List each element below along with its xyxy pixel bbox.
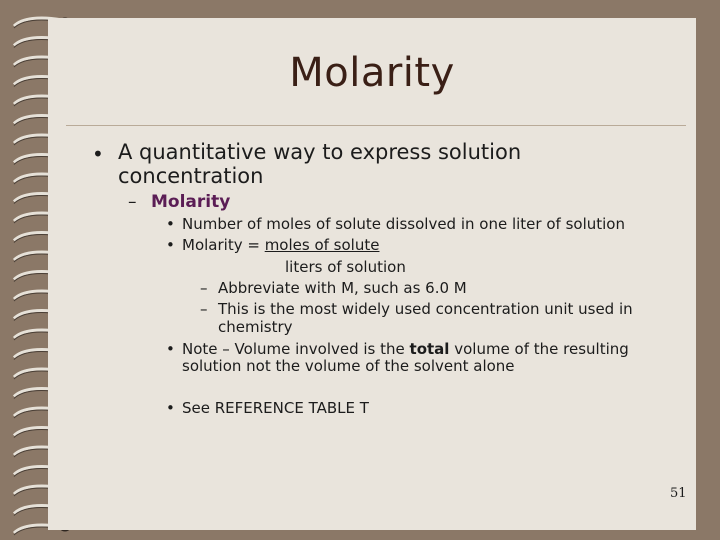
formula-prefix: Molarity = — [182, 236, 265, 254]
page-number: 51 — [670, 486, 687, 501]
bullet-marker: • — [92, 142, 104, 166]
note-line-2: solution not the volume of the solvent alone — [182, 357, 515, 375]
note-suffix: volume of the resulting — [449, 340, 629, 358]
bullet-marker: • — [166, 215, 175, 233]
abbreviation-text: Abbreviate with M, such as 6.0 M — [218, 279, 467, 297]
note-prefix: Note – Volume involved is the — [182, 340, 410, 358]
main-bullet-line-2: concentration — [118, 164, 264, 188]
bullet-marker: • — [166, 399, 175, 417]
formula-denominator: liters of solution — [285, 258, 406, 276]
dash-marker: – — [128, 192, 137, 212]
note-bold-word: total — [409, 340, 450, 358]
bullet-marker: • — [166, 236, 175, 254]
formula-line — [182, 236, 379, 254]
reference-text: See REFERENCE TABLE T — [182, 399, 369, 417]
formula-numerator: moles of solute — [264, 236, 380, 254]
bullet-marker: • — [166, 340, 175, 358]
note-line-1 — [182, 340, 629, 358]
sub-heading: Molarity — [151, 192, 231, 212]
dash-marker: – — [200, 300, 208, 318]
main-bullet-line-1: A quantitative way to express solution — [118, 140, 522, 164]
title-divider — [66, 125, 686, 126]
widely-used-line-1: This is the most widely used concentration unit used in — [218, 300, 633, 318]
widely-used-line-2: chemistry — [218, 318, 293, 336]
definition-text: Number of moles of solute dissolved in one liter of solution — [182, 215, 625, 233]
slide-title: Molarity — [289, 50, 455, 96]
dash-marker: – — [200, 279, 208, 297]
